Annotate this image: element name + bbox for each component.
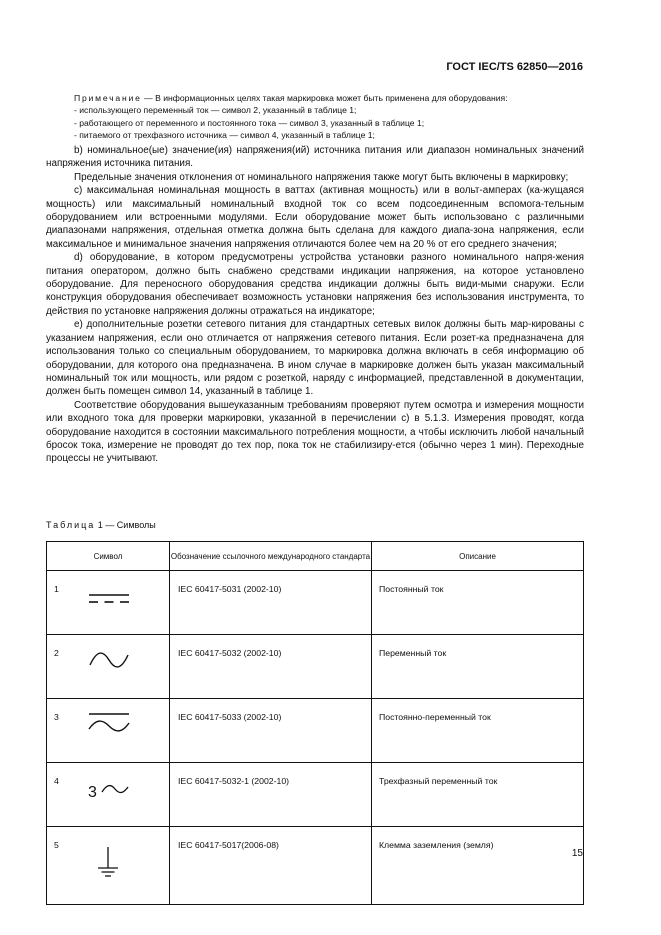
description-cell: Трехфазный переменный ток — [372, 763, 584, 827]
row-number: 3 — [54, 712, 59, 722]
description-cell: Постоянно-переменный ток — [372, 699, 584, 763]
page-number: 15 — [571, 848, 583, 859]
paragraph-item-b: b) номинальное(ые) значение(ия) напряжения(ий) источника питания или диапазон номинальных значений напряжения источника питания. — [46, 145, 584, 170]
note-item: - использующего переменный ток — символ 2, указанный в таблице 1; — [74, 105, 357, 116]
symbol-cell — [47, 699, 170, 763]
description-cell: Клемма заземления (земля) — [372, 827, 584, 905]
note-item: - питаемого от трехфазного источника — символ 4, указанный в таблице 1; — [74, 129, 375, 140]
paragraph-item-e: e) дополнительные розетки сетевого питания для стандартных сетевых вилок должны быть мар-кированы с указанием напряжения, если оно отличается от напряжения сетевого питания. Если розет-ка предназначена для использования только со специальным оборудованием, то маркировка должна включать в себя информацию об оборудовании, для которого она предназначена. В ином случае в маркировке должен быть указан максимальный номинальный ток или мощность, или рядом с розеткой, наряду с информацией, представленной в документации, должен быть помещен символ 14, указанный в таблице 1. — [46, 319, 584, 398]
row-number: 5 — [54, 840, 59, 850]
column-header-symbol: Символ — [47, 542, 170, 571]
both-direct-and-alternating-current-icon — [47, 699, 169, 749]
table-row — [47, 763, 584, 827]
earth-ground-icon — [47, 827, 169, 891]
standard-cell: IEC 60417-5033 (2002-10) — [170, 699, 372, 763]
symbols-table — [46, 541, 584, 905]
paragraph-tolerance: Предельные значения отклонения от номинального напряжения также могут быть включены в маркировку; — [74, 171, 569, 183]
paragraph-item-d: d) оборудование, в котором предусмотрены устройства установки разного номинального напря-жения питания оператором, должно быть снабжено средствами индикации напряжения, на которое установлено оборудование. Для переносного оборудования средства индикации должны быть види-мыми снаружи. Если конструкция оборудования обеспечивает возможность установки напряжения без использования инструмента, то действия по установке напряжения должны отражаться на индикаторе; — [46, 252, 584, 317]
row-number: 1 — [54, 584, 59, 594]
standard-cell: IEC 60417-5032 (2002-10) — [170, 635, 372, 699]
column-header-description: Описание — [372, 542, 584, 571]
table-row — [47, 635, 584, 699]
table-header-row — [47, 542, 584, 571]
symbol-cell — [47, 571, 170, 635]
standard-cell: IEC 60417-5017(2006-08) — [170, 827, 372, 905]
standard-cell: IEC 60417-5031 (2002-10) — [170, 571, 372, 635]
note-block — [74, 92, 584, 141]
three-phase-alternating-current-icon — [47, 763, 169, 813]
note-intro — [74, 92, 584, 104]
table-row — [47, 827, 584, 905]
symbol-cell — [47, 635, 170, 699]
direct-current-icon — [47, 571, 169, 621]
alternating-current-icon — [47, 635, 169, 685]
three-phase-digit: 3 — [88, 784, 97, 801]
note-label: Примечание — [74, 93, 142, 103]
table-caption-label: Таблица — [46, 520, 96, 530]
description-cell: Переменный ток — [372, 635, 584, 699]
table-row — [47, 571, 584, 635]
table-caption — [46, 520, 156, 530]
symbol-cell — [47, 827, 170, 905]
column-header-standard: Обозначение ссылочного международного стандарта — [170, 542, 372, 571]
row-number: 4 — [54, 776, 59, 786]
table-row — [47, 699, 584, 763]
symbol-cell — [47, 763, 170, 827]
note-intro-text: — В информационных целях такая маркировка может быть применена для оборудования: — [141, 93, 508, 103]
table-caption-title: 1 — Символы — [95, 520, 156, 530]
row-number: 2 — [54, 648, 59, 658]
description-cell: Постоянный ток — [372, 571, 584, 635]
note-item: - работающего от переменного и постоянного тока — символ 3, указанный в таблице 1; — [74, 117, 425, 128]
paragraph-compliance: Соответствие оборудования вышеуказанным требованиям проверяют путем осмотра и измерения мощности или входного тока для проверки маркировки, указанной в перечислении c) в 5.1.3. Измерения проводят, когда оборудование находится в состоянии максимального потребления мощности, а чтобы исключить любой начальный бросок тока, измерение не проводят до тех пор, пока ток не стабилизиру-ется (обычно через 1 мин). Переходные процессы не учитывают. — [46, 399, 584, 465]
standard-designation: ГОСТ IEC/TS 62850—2016 — [446, 61, 583, 73]
standard-cell: IEC 60417-5032-1 (2002-10) — [170, 763, 372, 827]
paragraph-item-c: c) максимальная номинальная мощность в ваттах (активная мощность) или в вольт-амперах (ка-жущаяся мощность) или максимальный номинальный входной ток со всем подсоединенным вспомога-тельным оборудованием или встроенными модулями. Если оборудование может быть использовано с различными диапазонами напряжения, отдельная отметка должна быть сделана для каждого диапа-зона напряжения, если максимальное и минимальное значения напряжения отличаются более чем на 20 % от его среднего значения; — [46, 185, 584, 250]
body-text — [46, 144, 584, 466]
